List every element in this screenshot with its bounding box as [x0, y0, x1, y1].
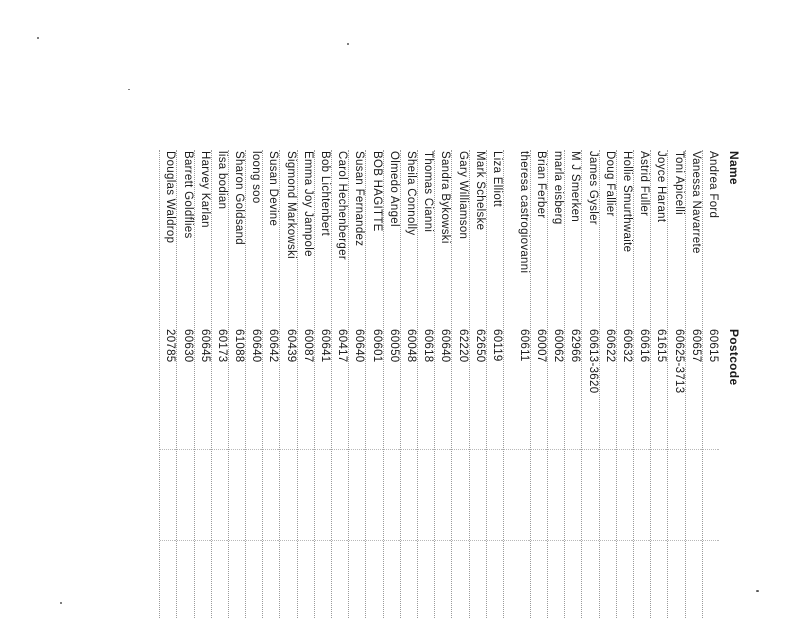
row-name: Doug Fallier — [603, 151, 616, 217]
row-name: Sharon Goldsand — [233, 151, 246, 246]
blank-column-cell — [177, 540, 193, 618]
blank-column-cell — [686, 540, 702, 618]
blank-column-cell — [366, 449, 382, 540]
row-postcode: 60642 — [267, 329, 280, 363]
table-row — [451, 150, 468, 618]
table-row — [348, 150, 365, 618]
row-postcode: 60048 — [405, 329, 417, 363]
row-name: Liza Elliott — [490, 151, 503, 208]
blank-column-cell — [487, 540, 503, 618]
row-name: Susan Devine — [267, 151, 280, 227]
blank-column-cell — [668, 540, 684, 618]
row-postcode: 60087 — [301, 329, 314, 363]
row-postcode: 60615 — [707, 329, 719, 363]
table-row — [582, 150, 599, 618]
row-postcode: 60050 — [387, 329, 400, 363]
table-row — [434, 150, 451, 618]
row-postcode: 60062 — [552, 329, 565, 363]
table-row — [280, 150, 297, 618]
table-row — [194, 150, 211, 618]
table-row — [685, 150, 702, 618]
table-header — [719, 150, 740, 618]
blank-column-cell — [229, 449, 245, 540]
blank-column-cell — [315, 540, 331, 618]
blank-column-cell — [634, 449, 650, 540]
blank-column-cell — [634, 540, 650, 618]
row-postcode: 60625-3713 — [672, 329, 685, 394]
row-name: Mark Schelske — [473, 151, 486, 231]
row-postcode: 61088 — [233, 329, 246, 363]
table-row — [297, 150, 314, 618]
row-postcode: 60601 — [370, 329, 383, 363]
row-postcode: 60618 — [422, 329, 435, 363]
row-name: Olmedo Angel — [387, 151, 400, 227]
table-row — [702, 150, 719, 618]
row-postcode: 60439 — [284, 329, 297, 363]
table-row — [564, 150, 581, 618]
blank-column-cell — [703, 540, 719, 618]
blank-column-cell — [617, 540, 633, 618]
row-name: Sheila Connolly — [405, 151, 417, 236]
blank-column-cell — [487, 449, 503, 540]
table-row — [365, 150, 382, 618]
table-row — [547, 150, 564, 618]
blank-column-cell — [668, 449, 684, 540]
row-postcode: 60119 — [490, 329, 503, 362]
row-postcode: 60007 — [535, 329, 548, 363]
row-postcode: 60640 — [439, 329, 452, 363]
row-postcode: 62966 — [569, 329, 582, 363]
blank-column-cell — [401, 540, 417, 618]
row-postcode: 60657 — [689, 329, 702, 363]
postcode-column-header: Postcode — [727, 329, 741, 386]
table-row — [228, 150, 245, 618]
table-row — [633, 150, 650, 618]
row-postcode: 60616 — [638, 329, 651, 363]
blank-column-cell — [246, 449, 262, 540]
row-name: loong soo — [250, 151, 263, 204]
row-name: Gary Williamson — [456, 151, 469, 240]
blank-column-cell — [281, 540, 297, 618]
row-name: Andrea Ford — [707, 151, 719, 219]
blank-column-cell — [600, 540, 616, 618]
blank-column-cell — [565, 540, 581, 618]
table-row — [616, 150, 633, 618]
row-name: Joyce Harant — [655, 151, 668, 223]
row-postcode: 62220 — [456, 329, 469, 363]
blank-column-cell — [212, 540, 228, 618]
scan-speck — [347, 43, 349, 45]
blank-column-cell — [600, 449, 616, 540]
row-name: Hollie Smurthwaite — [621, 151, 634, 253]
row-name: Brian Ferber — [535, 151, 548, 219]
scan-speck — [128, 89, 130, 90]
table-row — [176, 150, 193, 618]
table-row — [599, 150, 616, 618]
row-postcode: 60641 — [319, 329, 332, 363]
blank-column-cell — [384, 449, 400, 540]
table-row — [245, 150, 262, 618]
row-name: M J Smerken — [569, 151, 582, 223]
blank-column-cell — [401, 449, 417, 540]
blank-column-cell — [504, 540, 530, 618]
blank-column-cell — [160, 449, 176, 540]
row-name: BOB HAGITTE — [370, 151, 383, 232]
row-name: Astrid Fuller — [638, 151, 651, 217]
blank-column-cell — [583, 540, 599, 618]
row-postcode: 62650 — [473, 329, 486, 363]
row-name: Toni Apicelli — [672, 151, 685, 215]
blank-column-cell — [651, 449, 667, 540]
row-postcode: 60640 — [250, 329, 263, 363]
table-row — [331, 150, 348, 618]
blank-column-cell — [435, 540, 451, 618]
blank-column-cell — [332, 449, 348, 540]
row-postcode: 60640 — [353, 329, 366, 363]
row-postcode: 60645 — [198, 329, 211, 363]
blank-column-cell — [531, 449, 547, 540]
blank-column-cell — [384, 540, 400, 618]
blank-column-cell — [651, 540, 667, 618]
table-row — [417, 150, 434, 618]
blank-column-cell — [177, 449, 193, 540]
name-column-header: Name — [727, 151, 741, 185]
table-row — [400, 150, 417, 618]
blank-column-cell — [470, 449, 486, 540]
table-row — [530, 150, 547, 618]
row-name: Vanessa Navarrete — [689, 151, 702, 254]
row-name: lisa bodian — [215, 151, 228, 210]
blank-column-cell — [686, 449, 702, 540]
scan-speck — [37, 37, 39, 39]
blank-column-cell — [504, 449, 530, 540]
row-name: Emma Joy Jampole — [301, 151, 314, 257]
blank-column-cell — [583, 449, 599, 540]
row-name: theresa castrogiovanni — [517, 151, 530, 274]
blank-column-cell — [452, 449, 468, 540]
row-postcode: 60417 — [336, 329, 349, 363]
row-postcode: 60632 — [621, 329, 634, 363]
blank-column-cell — [349, 540, 365, 618]
table-row — [486, 150, 503, 618]
rotated-signature-table — [40, 150, 740, 618]
blank-column-cell — [263, 540, 279, 618]
blank-column-cell — [315, 449, 331, 540]
row-postcode: 60613-3620 — [586, 329, 599, 394]
blank-column-cell — [548, 449, 564, 540]
table-row — [159, 150, 176, 618]
row-postcode: 60611 — [517, 329, 530, 362]
row-name: Susan Fernandez — [353, 151, 366, 247]
blank-column-cell — [263, 449, 279, 540]
row-name: Douglas Waldrop — [164, 151, 177, 244]
blank-column-cell — [195, 540, 211, 618]
blank-column-cell — [298, 449, 314, 540]
row-name: Sigmond Markowski — [284, 151, 297, 259]
row-name: Thomas Cianni — [422, 151, 435, 233]
row-name: Carol Hechenberger — [336, 151, 349, 260]
blank-column-cell — [349, 449, 365, 540]
blank-column-cell — [452, 540, 468, 618]
scan-speck — [756, 590, 759, 592]
blank-column-cell — [160, 540, 176, 618]
blank-column-cell — [548, 540, 564, 618]
table-body — [159, 150, 719, 618]
blank-column-cell — [565, 449, 581, 540]
row-name: marla eisberg — [552, 151, 565, 225]
row-postcode: 60630 — [181, 329, 194, 363]
blank-column-cell — [435, 449, 451, 540]
blank-column-cell — [229, 540, 245, 618]
blank-column-cell — [470, 540, 486, 618]
table-row — [503, 150, 530, 618]
row-name: James Gysler — [586, 151, 599, 225]
row-name: Sandra Bykowski — [439, 151, 452, 244]
blank-column-cell — [366, 540, 382, 618]
blank-column-cell — [332, 540, 348, 618]
blank-column-cell — [703, 449, 719, 540]
row-postcode: 61615 — [655, 329, 668, 363]
table-row — [383, 150, 400, 618]
table-row — [262, 150, 279, 618]
row-name: Bob Lichtenbert — [319, 151, 332, 237]
row-postcode: 60622 — [603, 329, 616, 363]
blank-column-cell — [246, 540, 262, 618]
blank-column-cell — [418, 449, 434, 540]
blank-column-cell — [212, 449, 228, 540]
blank-column-cell — [617, 449, 633, 540]
row-postcode: 20785 — [164, 329, 177, 363]
table-row — [667, 150, 684, 618]
blank-column-cell — [281, 449, 297, 540]
blank-column-cell — [418, 540, 434, 618]
table-row — [650, 150, 667, 618]
row-name: Barrett Goldflies — [181, 151, 194, 239]
table-row — [314, 150, 331, 618]
row-name: Harvey Karlan — [198, 151, 211, 228]
blank-column-cell — [298, 540, 314, 618]
blank-column-cell — [195, 449, 211, 540]
row-postcode: 60173 — [215, 329, 228, 363]
table-row — [211, 150, 228, 618]
scan-speck — [60, 602, 62, 604]
table-row — [469, 150, 486, 618]
blank-column-cell — [531, 540, 547, 618]
